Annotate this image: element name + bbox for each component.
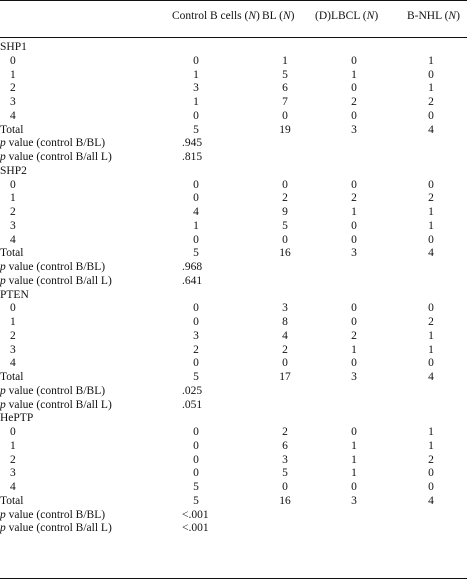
table-row bbox=[0, 467, 467, 481]
cell-value: 0 bbox=[193, 426, 199, 438]
cell-value: 1 bbox=[351, 68, 357, 81]
cell-value: 0 bbox=[193, 357, 199, 370]
header-b-nhl: B-NHL (N) bbox=[407, 10, 460, 22]
cell-value: 1 bbox=[193, 96, 199, 108]
p-value-row bbox=[0, 275, 467, 289]
row-label: 2 bbox=[10, 82, 16, 95]
cell-value: 5 bbox=[282, 68, 288, 81]
cell-value: 1 bbox=[282, 54, 288, 67]
cell-value: 1 bbox=[428, 82, 434, 95]
table-row bbox=[0, 110, 467, 124]
table-row bbox=[0, 206, 467, 220]
row-label: 4 bbox=[10, 481, 16, 493]
row-label: 3 bbox=[10, 219, 16, 232]
total-label: Total bbox=[0, 247, 24, 260]
row-label: 2 bbox=[10, 206, 16, 218]
cell-value: 7 bbox=[282, 96, 288, 108]
cell-value: 3 bbox=[282, 302, 288, 315]
cell-value: 4 bbox=[193, 206, 199, 218]
cell-value: 0 bbox=[282, 481, 288, 493]
cell-value: 2 bbox=[428, 96, 434, 108]
cell-value: 0 bbox=[351, 54, 357, 67]
p-value-row bbox=[0, 261, 467, 275]
row-label: 1 bbox=[10, 68, 16, 81]
p-value: .051 bbox=[182, 398, 203, 411]
cell-value: 3 bbox=[351, 247, 357, 260]
total-row bbox=[0, 495, 467, 509]
row-label: 0 bbox=[10, 426, 16, 438]
cell-value: 2 bbox=[351, 329, 357, 342]
cell-value: 4 bbox=[428, 247, 434, 260]
cell-value: 3 bbox=[193, 329, 199, 342]
cell-value: 5 bbox=[193, 371, 199, 383]
cell-value: 3 bbox=[351, 123, 357, 136]
cell-value: 0 bbox=[428, 357, 434, 370]
p-value: .968 bbox=[182, 261, 203, 273]
row-label: 0 bbox=[10, 54, 16, 67]
cell-value: 9 bbox=[282, 206, 288, 218]
group-name: SHP1 bbox=[0, 41, 27, 53]
cell-value: 0 bbox=[193, 467, 199, 480]
cell-value: 0 bbox=[351, 233, 357, 246]
cell-value: 3 bbox=[193, 82, 199, 95]
cell-value: 5 bbox=[193, 494, 199, 507]
row-label: 0 bbox=[10, 302, 16, 315]
cell-value: 0 bbox=[282, 109, 288, 122]
cell-value: 3 bbox=[351, 371, 357, 383]
table-row bbox=[0, 440, 467, 454]
cell-value: 0 bbox=[193, 54, 199, 67]
p-value-label: p value (control B/all L) bbox=[0, 398, 112, 411]
table-row bbox=[0, 330, 467, 344]
p-value: .815 bbox=[182, 151, 203, 163]
table-row bbox=[0, 481, 467, 495]
p-value-label: p value (control B/BL) bbox=[0, 508, 106, 521]
cell-value: 0 bbox=[351, 219, 357, 232]
row-label: 1 bbox=[10, 439, 16, 452]
cell-value: 19 bbox=[279, 123, 291, 136]
table-row bbox=[0, 69, 467, 83]
cell-value: 3 bbox=[282, 453, 288, 466]
cell-value: 1 bbox=[351, 343, 357, 356]
p-value-row bbox=[0, 151, 467, 165]
cell-value: 1 bbox=[428, 343, 434, 356]
cell-value: 0 bbox=[193, 178, 199, 191]
cell-value: 0 bbox=[351, 109, 357, 122]
p-value-row bbox=[0, 509, 467, 523]
p-value-row bbox=[0, 385, 467, 399]
group-name: PTEN bbox=[0, 288, 29, 301]
row-label: 4 bbox=[10, 109, 16, 122]
header-dlbcl: (D)LBCL (N) bbox=[315, 10, 379, 22]
cell-value: 3 bbox=[351, 494, 357, 507]
cell-value: 1 bbox=[428, 54, 434, 67]
row-label: 3 bbox=[10, 467, 16, 480]
total-label: Total bbox=[0, 371, 24, 383]
p-value: <.001 bbox=[182, 522, 209, 535]
top-rule bbox=[0, 0, 467, 1]
cell-value: 6 bbox=[282, 439, 288, 452]
cell-value: 0 bbox=[193, 453, 199, 466]
total-row bbox=[0, 247, 467, 261]
cell-value: 0 bbox=[428, 233, 434, 246]
cell-value: 1 bbox=[428, 219, 434, 232]
cell-value: 6 bbox=[282, 82, 288, 95]
total-row bbox=[0, 371, 467, 385]
cell-value: 0 bbox=[193, 316, 199, 328]
cell-value: 0 bbox=[428, 109, 434, 122]
cell-value: 0 bbox=[193, 302, 199, 315]
cell-value: 4 bbox=[428, 494, 434, 507]
cell-value: 4 bbox=[282, 329, 288, 342]
cell-value: 5 bbox=[193, 247, 199, 260]
header-control-b-cells: Control B cells (N) bbox=[172, 10, 260, 22]
group-header-row bbox=[0, 289, 467, 303]
cell-value: 0 bbox=[193, 192, 199, 205]
table-row bbox=[0, 96, 467, 110]
cell-value: 17 bbox=[279, 371, 291, 383]
p-value-label: p value (control B/all L) bbox=[0, 151, 112, 163]
cell-value: 1 bbox=[351, 439, 357, 452]
cell-value: 0 bbox=[282, 233, 288, 246]
p-value-label: p value (control B/BL) bbox=[0, 384, 106, 397]
table-row bbox=[0, 344, 467, 358]
p-value-label: p value (control B/BL) bbox=[0, 137, 106, 150]
group-header-row bbox=[0, 41, 467, 55]
table-row bbox=[0, 55, 467, 69]
p-value: .945 bbox=[182, 137, 203, 150]
cell-value: 0 bbox=[428, 302, 434, 315]
row-label: 4 bbox=[10, 357, 16, 370]
cell-value: 1 bbox=[351, 206, 357, 218]
group-header-row bbox=[0, 165, 467, 179]
cell-value: 1 bbox=[428, 329, 434, 342]
cell-value: 8 bbox=[282, 316, 288, 328]
row-label: 1 bbox=[10, 192, 16, 205]
cell-value: 1 bbox=[351, 453, 357, 466]
cell-value: 16 bbox=[279, 494, 291, 507]
p-value-label: p value (control B/all L) bbox=[0, 522, 112, 535]
cell-value: 2 bbox=[428, 192, 434, 205]
cell-value: 0 bbox=[351, 481, 357, 493]
row-label: 1 bbox=[10, 316, 16, 328]
row-label: 3 bbox=[10, 96, 16, 108]
table-row bbox=[0, 192, 467, 206]
cell-value: 1 bbox=[428, 206, 434, 218]
total-label: Total bbox=[0, 494, 24, 507]
p-value-row bbox=[0, 137, 467, 151]
p-value-row bbox=[0, 522, 467, 536]
cell-value: 2 bbox=[428, 316, 434, 328]
cell-value: 1 bbox=[193, 68, 199, 81]
cell-value: 5 bbox=[193, 123, 199, 136]
cell-value: 4 bbox=[428, 123, 434, 136]
total-row bbox=[0, 124, 467, 138]
cell-value: 1 bbox=[428, 426, 434, 438]
cell-value: 0 bbox=[282, 178, 288, 191]
row-label: 2 bbox=[10, 453, 16, 466]
table-row bbox=[0, 316, 467, 330]
table-row bbox=[0, 426, 467, 440]
table-row bbox=[0, 179, 467, 193]
table-row bbox=[0, 220, 467, 234]
row-label: 3 bbox=[10, 343, 16, 356]
p-value: .641 bbox=[182, 274, 203, 287]
table-body bbox=[0, 41, 467, 536]
cell-value: 0 bbox=[351, 316, 357, 328]
cell-value: 5 bbox=[282, 467, 288, 480]
cell-value: 0 bbox=[351, 357, 357, 370]
cell-value: 2 bbox=[351, 96, 357, 108]
p-value-label: p value (control B/BL) bbox=[0, 261, 106, 273]
group-name: HePTP bbox=[0, 412, 34, 425]
header-bl: BL (N) bbox=[262, 10, 295, 22]
table-row bbox=[0, 302, 467, 316]
cell-value: 0 bbox=[428, 467, 434, 480]
cell-value: 0 bbox=[351, 302, 357, 315]
cell-value: 4 bbox=[428, 371, 434, 383]
bottom-rule bbox=[0, 578, 467, 579]
cell-value: 0 bbox=[193, 233, 199, 246]
header-rule bbox=[0, 37, 467, 38]
cell-value: 2 bbox=[351, 192, 357, 205]
cell-value: 0 bbox=[428, 481, 434, 493]
row-label: 2 bbox=[10, 329, 16, 342]
table-row bbox=[0, 454, 467, 468]
row-label: 4 bbox=[10, 233, 16, 246]
p-value-label: p value (control B/all L) bbox=[0, 274, 112, 287]
cell-value: 5 bbox=[282, 219, 288, 232]
total-label: Total bbox=[0, 123, 24, 136]
group-header-row bbox=[0, 412, 467, 426]
table-row bbox=[0, 82, 467, 96]
cell-value: 0 bbox=[351, 426, 357, 438]
cell-value: 0 bbox=[428, 178, 434, 191]
table-row bbox=[0, 234, 467, 248]
cell-value: 0 bbox=[193, 439, 199, 452]
cell-value: 16 bbox=[279, 247, 291, 260]
table-row bbox=[0, 357, 467, 371]
cell-value: 2 bbox=[193, 343, 199, 356]
p-value: <.001 bbox=[182, 508, 209, 521]
cell-value: 1 bbox=[193, 219, 199, 232]
cell-value: 0 bbox=[282, 357, 288, 370]
row-label: 0 bbox=[10, 178, 16, 191]
cell-value: 2 bbox=[282, 343, 288, 356]
p-value: .025 bbox=[182, 384, 203, 397]
cell-value: 0 bbox=[428, 68, 434, 81]
group-name: SHP2 bbox=[0, 164, 27, 177]
cell-value: 0 bbox=[351, 178, 357, 191]
p-value-row bbox=[0, 399, 467, 413]
cell-value: 2 bbox=[282, 192, 288, 205]
cell-value: 0 bbox=[351, 82, 357, 95]
cell-value: 0 bbox=[193, 109, 199, 122]
cell-value: 2 bbox=[428, 453, 434, 466]
cell-value: 2 bbox=[282, 426, 288, 438]
cell-value: 5 bbox=[193, 481, 199, 493]
cell-value: 1 bbox=[351, 467, 357, 480]
cell-value: 1 bbox=[428, 439, 434, 452]
